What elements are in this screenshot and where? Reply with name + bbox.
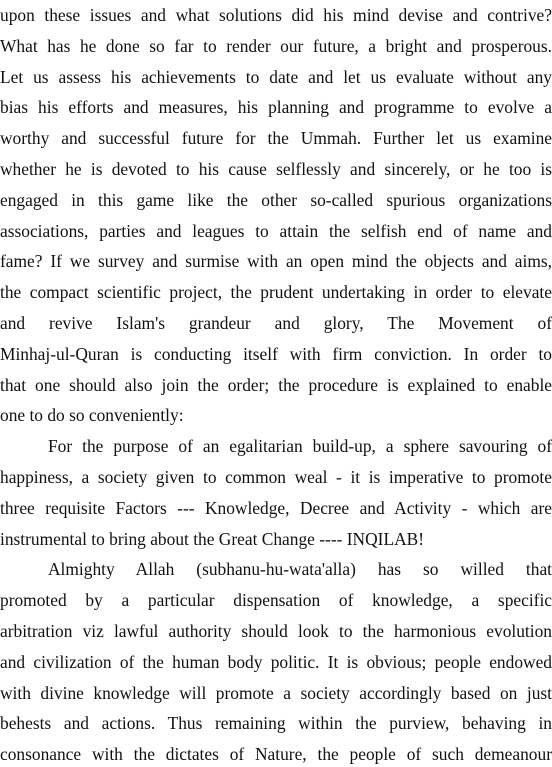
text-line: fame? If we survey and surmise with an open mind the objects and aims, xyxy=(0,251,552,272)
text-line: behests and actions. Thus remaining within the purview, behaving in xyxy=(0,713,552,734)
text-line: and civilization of the human body politic. It is obvious; people endowed xyxy=(0,651,552,672)
text-line: What has he done so far to render our future, a bright and prosperous. xyxy=(0,35,552,56)
text-line: the compact scientific project, the prudent undertaking in order to elevate xyxy=(0,282,552,303)
text-line: associations, parties and leagues to attain the selfish end of name and xyxy=(0,220,552,241)
text-line: happiness, a society given to common weal - it is imperative to promote xyxy=(0,467,552,487)
text-line: instrumental to bring about the Great Change ---- INQILAB! xyxy=(0,528,425,549)
text-line: For the purpose of an egalitarian build-up, a sphere savouring of xyxy=(48,436,552,457)
text-line: arbitration viz lawful authority should look to the harmonious evolution xyxy=(0,621,552,641)
text-line: Almighty Allah (subhanu-hu-wata'alla) has so willed that xyxy=(48,559,552,580)
text-line: whether he is devoted to his cause selflessly and sincerely, or he too is xyxy=(0,159,552,179)
text-line: promoted by a particular dispensation of knowledge, a specific xyxy=(0,590,552,611)
text-line: Let us assess his achievements to date and let us evaluate without any xyxy=(0,66,552,87)
text-line: worthy and successful future for the Ummah. Further let us examine xyxy=(0,128,552,149)
text-line: three requisite Factors --- Knowledge, Decree and Activity - which are xyxy=(0,497,552,518)
text-line: Minhaj-ul-Quran is conducting itself with firm conviction. In order to xyxy=(0,343,552,364)
text-line: that one should also join the order; the procedure is explained to enable xyxy=(0,374,552,395)
text-line: engaged in this game like the other so-called spurious organizations xyxy=(0,189,552,210)
text-line: upon these issues and what solutions did his mind devise and contrive? xyxy=(0,5,552,25)
text-line: bias his efforts and measures, his planning and programme to evolve a xyxy=(0,97,552,118)
text-line: and revive Islam's grandeur and glory, The Movement of xyxy=(0,313,552,333)
text-line: one to do so conveniently: xyxy=(0,405,184,426)
text-line: consonance with the dictates of Nature, the people of such demeanour xyxy=(0,744,552,765)
text-line: with divine knowledge will promote a society accordingly based on just xyxy=(0,682,552,703)
